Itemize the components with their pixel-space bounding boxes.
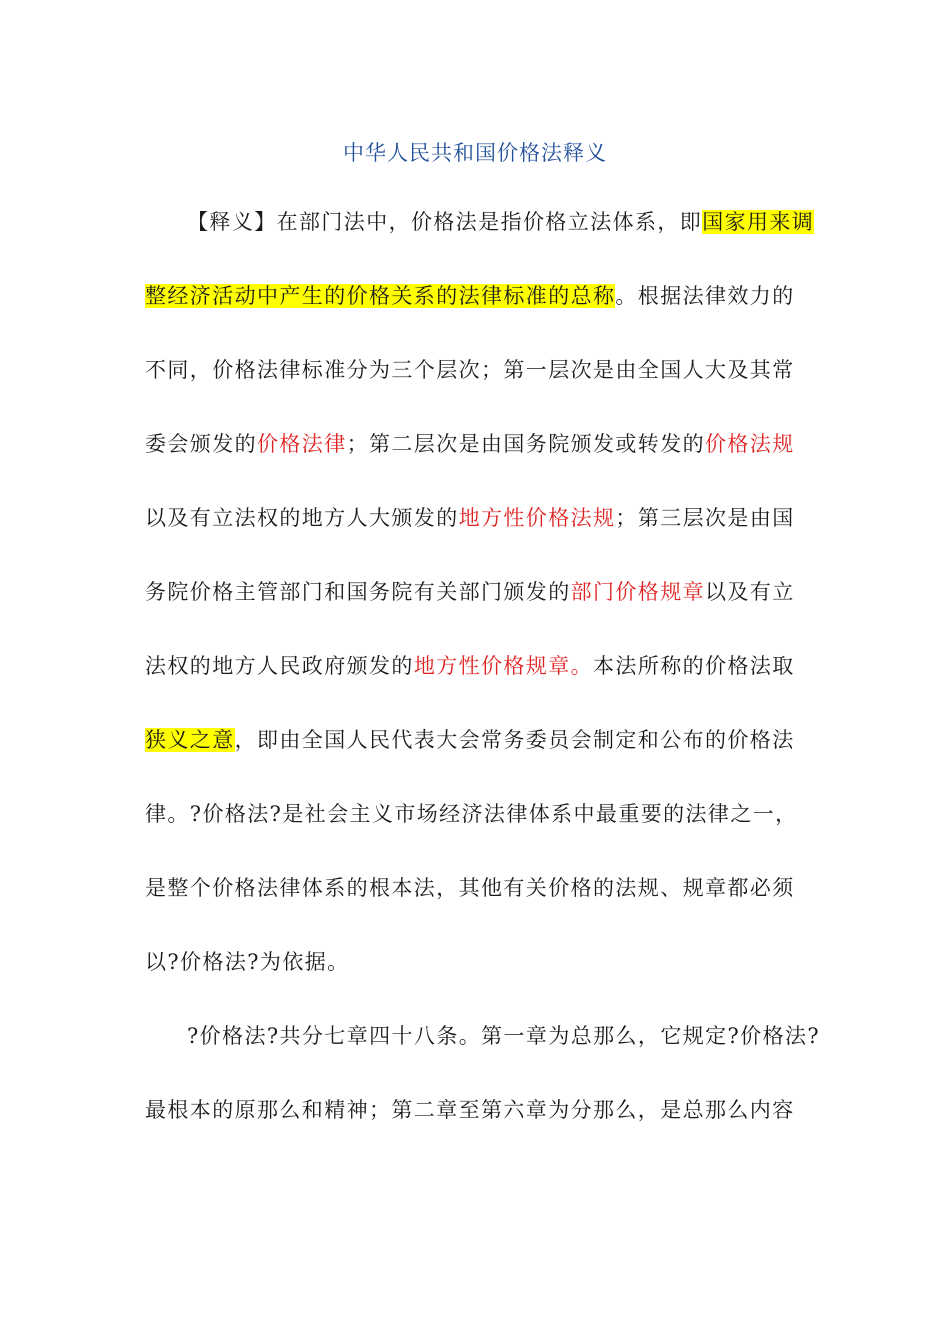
- red-text: 价格法律: [257, 432, 347, 456]
- red-text: 地方性价格规章。: [413, 654, 594, 678]
- document-title: 中华人民共和国价格法释义: [343, 141, 607, 165]
- text-line-2: [145, 278, 805, 315]
- text-line-11: [145, 944, 805, 981]
- text-line-1: [145, 204, 815, 241]
- text-run: 不同，价格法律标准分为三个层次；第一层次是由全国人大及其常: [145, 358, 795, 382]
- text-run: 委会颁发的: [145, 432, 257, 456]
- text-run: 务院价格主管部门和国务院有关部门颁发的: [145, 580, 571, 604]
- text-run: 以及有立: [705, 580, 795, 604]
- text-line-12: [145, 1018, 821, 1055]
- text-run: 律。?价格法?是社会主义市场经济法律体系中最重要的法律之一，: [145, 802, 798, 826]
- text-run: 【释义】在部门法中，价格法是指价格立法体系，即: [187, 210, 703, 234]
- text-line-4: [145, 426, 805, 463]
- text-run: ?价格法?共分七章四十八条。第一章为总那么，它规定?价格法?: [187, 1024, 821, 1048]
- text-run: 是整个价格法律体系的根本法，其他有关价格的法规、规章都必须: [145, 876, 795, 900]
- text-line-7: [145, 648, 805, 685]
- text-run: 。根据法律效力的: [615, 284, 795, 308]
- text-run: ，即由全国人民代表大会常务委员会制定和公布的价格法: [234, 728, 795, 752]
- highlighted-text: 国家用来调: [702, 210, 815, 234]
- text-line-13: [145, 1092, 805, 1129]
- red-text: 地方性价格法规: [458, 506, 616, 530]
- text-run: ；第三层次是由国: [615, 506, 795, 530]
- highlighted-text: 整经济活动中产生的价格关系的法律标准的总称: [145, 284, 616, 308]
- text-run: 以?价格法?为依据。: [145, 950, 350, 974]
- text-line-10: [145, 870, 805, 907]
- document-body: [145, 204, 821, 1129]
- red-text: 部门价格规章: [570, 580, 706, 604]
- text-line-3: [145, 352, 805, 389]
- text-line-6: [145, 574, 805, 611]
- text-line-8: [145, 722, 805, 759]
- highlighted-text: 狭义之意: [145, 728, 235, 752]
- text-run: 法权的地方人民政府颁发的: [145, 654, 414, 678]
- red-text: 价格法规: [705, 432, 795, 456]
- text-line-5: [145, 500, 805, 537]
- text-run: ；第二层次是由国务院颁发或转发的: [346, 432, 706, 456]
- text-run: 以及有立法权的地方人大颁发的: [145, 506, 459, 530]
- text-run: 最根本的原那么和精神；第二章至第六章为分那么，是总那么内容: [145, 1098, 795, 1122]
- text-line-9: [145, 796, 805, 833]
- text-run: 本法所称的价格法取: [593, 654, 795, 678]
